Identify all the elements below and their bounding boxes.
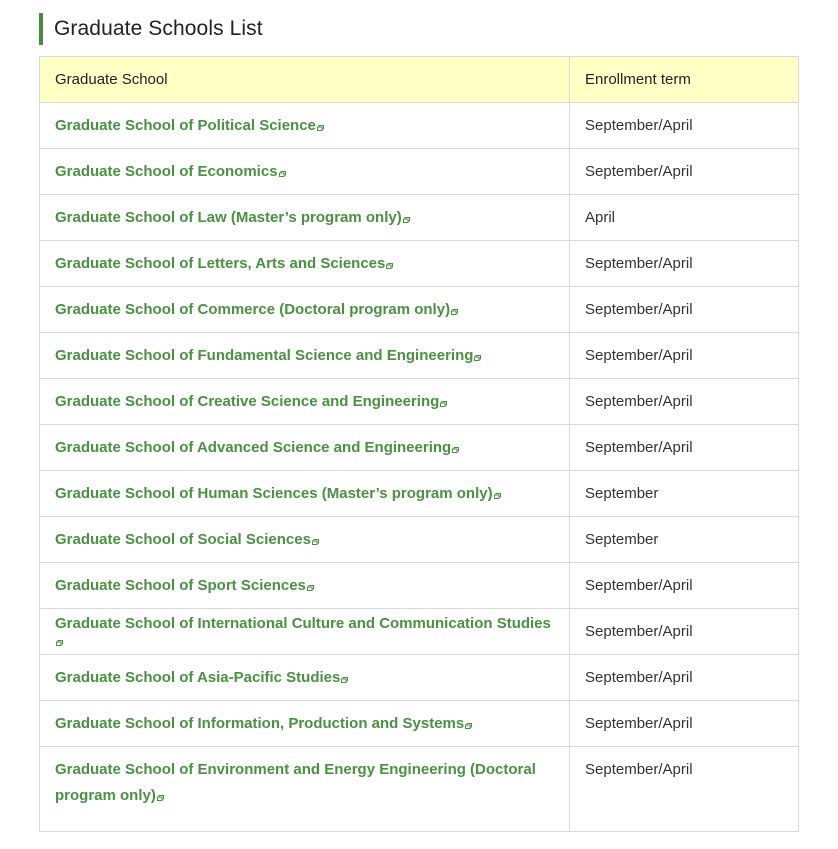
table-row <box>40 425 799 471</box>
table-row <box>40 241 799 287</box>
enrollment-term-cell: September/April <box>570 333 799 379</box>
school-link[interactable] <box>55 669 348 686</box>
external-link-icon <box>474 355 481 361</box>
external-link-icon <box>279 171 286 177</box>
external-link-icon <box>452 447 459 453</box>
table-header-row <box>40 57 799 103</box>
enrollment-term-cell: September/April <box>570 563 799 609</box>
enrollment-term-cell: September <box>570 517 799 563</box>
school-link-label: Graduate School of International Culture and Communication Studies <box>55 614 551 632</box>
external-link-icon <box>307 585 314 591</box>
enrollment-term-cell: September/April <box>570 655 799 701</box>
school-link[interactable] <box>55 209 410 226</box>
external-link-icon <box>440 401 447 407</box>
enrollment-term-cell: September/April <box>570 149 799 195</box>
school-link-label: Graduate School of Creative Science and Engineering <box>55 393 440 410</box>
school-cell <box>40 195 570 241</box>
school-link-label: Graduate School of Social Sciences <box>55 531 311 548</box>
school-link[interactable] <box>55 715 472 732</box>
school-link[interactable] <box>55 615 551 649</box>
table-row <box>40 609 799 655</box>
external-link-icon <box>157 795 164 801</box>
school-link-label: Graduate School of Environment and Energy Engineering (Doctoral program only) <box>55 761 536 804</box>
enrollment-term-cell: September/April <box>570 747 799 832</box>
enrollment-term-cell: April <box>570 195 799 241</box>
graduate-schools-table <box>39 56 799 832</box>
table-row <box>40 195 799 241</box>
external-link-icon <box>403 217 410 223</box>
page-title: Graduate Schools List <box>39 13 263 45</box>
school-link[interactable] <box>55 117 324 134</box>
enrollment-term-cell: September/April <box>570 287 799 333</box>
school-cell <box>40 655 570 701</box>
school-link[interactable] <box>55 255 393 272</box>
enrollment-term-cell: September/April <box>570 425 799 471</box>
school-link-label: Graduate School of Economics <box>55 163 278 180</box>
enrollment-term-cell: September/April <box>570 701 799 747</box>
school-cell <box>40 425 570 471</box>
enrollment-term-cell: September <box>570 471 799 517</box>
school-link-label: Graduate School of Asia-Pacific Studies <box>55 669 341 686</box>
external-link-icon <box>341 677 348 683</box>
school-link[interactable] <box>55 577 314 594</box>
table-row <box>40 747 799 832</box>
table-row <box>40 655 799 701</box>
enrollment-term-cell: September/April <box>570 379 799 425</box>
external-link-icon <box>465 723 472 729</box>
school-cell <box>40 609 570 655</box>
school-link[interactable] <box>55 485 501 502</box>
table-row <box>40 149 799 195</box>
school-link-label: Graduate School of Information, Production and Systems <box>55 715 465 732</box>
school-link[interactable] <box>55 531 319 548</box>
school-link-label: Graduate School of Fundamental Science and Engineering <box>55 347 474 364</box>
school-link-label: Graduate School of Advanced Science and Engineering <box>55 439 452 456</box>
table-row <box>40 701 799 747</box>
school-link[interactable] <box>55 347 481 364</box>
school-link-label: Graduate School of Commerce (Doctoral program only) <box>55 301 451 318</box>
school-link-label: Graduate School of Sport Sciences <box>55 577 306 594</box>
external-link-icon <box>451 309 458 315</box>
enrollment-term-cell: September/April <box>570 103 799 149</box>
school-link[interactable] <box>55 301 458 318</box>
external-link-icon <box>56 640 63 646</box>
table-row <box>40 471 799 517</box>
enrollment-term-cell: September/April <box>570 241 799 287</box>
school-cell <box>40 563 570 609</box>
school-cell <box>40 517 570 563</box>
column-header-term: Enrollment term <box>570 57 799 103</box>
school-cell <box>40 471 570 517</box>
school-link-label: Graduate School of Political Science <box>55 117 316 134</box>
table-row <box>40 517 799 563</box>
school-link[interactable] <box>55 163 286 180</box>
external-link-icon <box>317 125 324 131</box>
table-row <box>40 563 799 609</box>
school-cell <box>40 747 570 832</box>
enrollment-term-cell: September/April <box>570 609 799 655</box>
school-cell <box>40 241 570 287</box>
external-link-icon <box>386 263 393 269</box>
table-row <box>40 287 799 333</box>
school-link[interactable] <box>55 761 536 804</box>
school-cell <box>40 103 570 149</box>
table-row <box>40 103 799 149</box>
school-cell <box>40 701 570 747</box>
school-cell <box>40 379 570 425</box>
school-link-label: Graduate School of Human Sciences (Master’s program only) <box>55 485 493 502</box>
school-cell <box>40 333 570 379</box>
school-cell <box>40 149 570 195</box>
table-row <box>40 333 799 379</box>
external-link-icon <box>312 539 319 545</box>
school-link[interactable] <box>55 439 459 456</box>
external-link-icon <box>494 493 501 499</box>
school-cell <box>40 287 570 333</box>
table-row <box>40 379 799 425</box>
column-header-school: Graduate School <box>40 57 570 103</box>
school-link[interactable] <box>55 393 447 410</box>
school-link-label: Graduate School of Law (Master’s program only) <box>55 209 402 226</box>
school-link-label: Graduate School of Letters, Arts and Sciences <box>55 255 386 272</box>
